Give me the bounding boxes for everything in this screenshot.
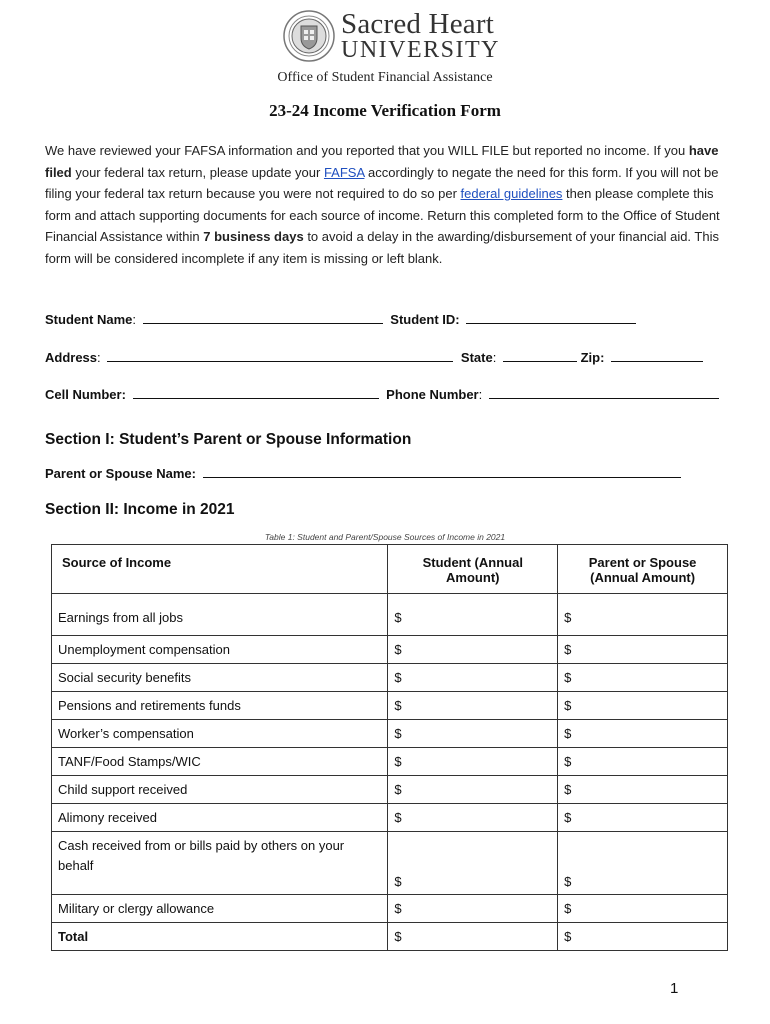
university-logo [283, 8, 503, 66]
intro-text-3: accordingly to negate the need for this form. If you will not be filing your federal tax return because you were not required to do so per [45, 164, 719, 202]
student-name-label: Student Name [45, 312, 133, 327]
intro-text-1: We have reviewed your FAFSA information and you reported that you WILL FILE but reported no income. If you [45, 143, 689, 158]
student-amount-cell[interactable]: $ [388, 832, 558, 895]
parent-amount-cell[interactable]: $ [558, 594, 728, 636]
state-label: State [460, 350, 493, 365]
office-name: Office of Student Financial Assistance [277, 70, 493, 85]
intro-text-4: then please complete this form and attach supporting documents for each source of income. Return this completed form to the Office of Student Financial Assistance within [45, 186, 720, 245]
parent-name-field[interactable] [203, 465, 681, 478]
zip-label: Zip: [580, 350, 605, 365]
student-amount-cell[interactable]: $ [388, 776, 558, 804]
cell-number-field[interactable] [133, 386, 379, 399]
parent-amount-cell[interactable]: $ [558, 720, 728, 748]
total-label: Total [52, 923, 388, 951]
phone-number-field[interactable] [489, 386, 719, 399]
table-caption: Table 1: Student and Parent/Spouse Sources of Income in 2021 [264, 532, 506, 542]
intro-text-5: to avoid a delay in the awarding/disbursement of your financial aid. This form will be considered incomplete if any item is missing or left blank. [45, 229, 719, 266]
parent-amount-cell[interactable]: $ [558, 804, 728, 832]
student-id-field[interactable] [466, 311, 636, 324]
header-source: Source of Income [52, 545, 388, 594]
form-title: 23-24 Income Verification Form [269, 101, 501, 120]
parent-name-label: Parent or Spouse Name: [45, 466, 196, 481]
student-amount-cell[interactable]: $ [388, 594, 558, 636]
intro-text-2: your federal tax return, please update your [71, 164, 324, 180]
address-field[interactable] [107, 349, 453, 362]
income-source: Pensions and retirements funds [52, 692, 388, 720]
address-row: Address: State: Zip: [45, 349, 703, 365]
income-source: Worker’s compensation [52, 720, 388, 748]
student-name-field[interactable] [143, 311, 383, 324]
income-source: Earnings from all jobs [52, 594, 388, 636]
table-row [52, 594, 728, 636]
student-amount-cell[interactable]: $ [388, 692, 558, 720]
zip-field[interactable] [611, 349, 703, 362]
header-parent: Parent or Spouse (Annual Amount) [558, 545, 728, 594]
table-row [52, 720, 728, 748]
table-row [52, 692, 728, 720]
intro-bold-business-days: 7 business days [203, 229, 304, 245]
intro-bold-have-filed: have filed [45, 143, 719, 180]
parent-amount-cell[interactable]: $ [558, 664, 728, 692]
cell-number-label: Cell Number: [45, 387, 126, 402]
section-2-heading: Section II: Income in 2021 [45, 501, 235, 518]
student-amount-cell[interactable]: $ [388, 804, 558, 832]
parent-amount-cell[interactable]: $ [558, 636, 728, 664]
table-row [52, 748, 728, 776]
income-source: TANF/Food Stamps/WIC [52, 748, 388, 776]
logo-line-1: Sacred Heart [341, 8, 494, 40]
logo-wordmark [341, 10, 500, 62]
table-row [52, 804, 728, 832]
table-row [52, 636, 728, 664]
table-row [52, 664, 728, 692]
income-source: Child support received [52, 776, 388, 804]
state-field[interactable] [503, 349, 577, 362]
parent-row [45, 465, 681, 481]
student-amount-cell[interactable]: $ [388, 748, 558, 776]
parent-total-cell[interactable]: $ [558, 923, 728, 951]
student-row: Student Name: Student ID: [45, 311, 636, 327]
student-total-cell[interactable]: $ [388, 923, 558, 951]
intro-paragraph [45, 140, 735, 270]
income-source: Social security benefits [52, 664, 388, 692]
parent-amount-cell[interactable]: $ [558, 748, 728, 776]
fafsa-link[interactable]: FAFSA [323, 164, 365, 180]
student-id-label: Student ID: [390, 312, 460, 327]
student-amount-cell[interactable]: $ [388, 664, 558, 692]
table-total-row [52, 923, 728, 951]
phone-number-label: Phone Number [386, 387, 479, 402]
student-amount-cell[interactable]: $ [388, 895, 558, 923]
phone-row: Cell Number: Phone Number: [45, 386, 719, 402]
federal-guidelines-link[interactable]: federal guidelines [460, 186, 563, 202]
student-amount-cell[interactable]: $ [388, 636, 558, 664]
income-table [51, 544, 728, 951]
header-student: Student (Annual Amount) [388, 545, 558, 594]
income-source: Unemployment compensation [52, 636, 388, 664]
parent-amount-cell[interactable]: $ [558, 776, 728, 804]
income-source: Cash received from or bills paid by others on your behalf [52, 832, 388, 895]
parent-amount-cell[interactable]: $ [558, 832, 728, 895]
table-row [52, 776, 728, 804]
income-source: Alimony received [52, 804, 388, 832]
table-header-row [52, 545, 728, 594]
address-label: Address [45, 350, 98, 365]
parent-amount-cell[interactable]: $ [558, 895, 728, 923]
logo-line-2: UNIVERSITY [341, 37, 500, 63]
table-row [52, 832, 728, 895]
table-row [52, 895, 728, 923]
section-1-heading: Section I: Student’s Parent or Spouse Information [45, 431, 412, 448]
parent-amount-cell[interactable]: $ [558, 692, 728, 720]
page-number: 1 [670, 980, 679, 997]
income-source: Military or clergy allowance [52, 895, 388, 923]
university-seal-icon [283, 10, 335, 62]
student-amount-cell[interactable]: $ [388, 720, 558, 748]
